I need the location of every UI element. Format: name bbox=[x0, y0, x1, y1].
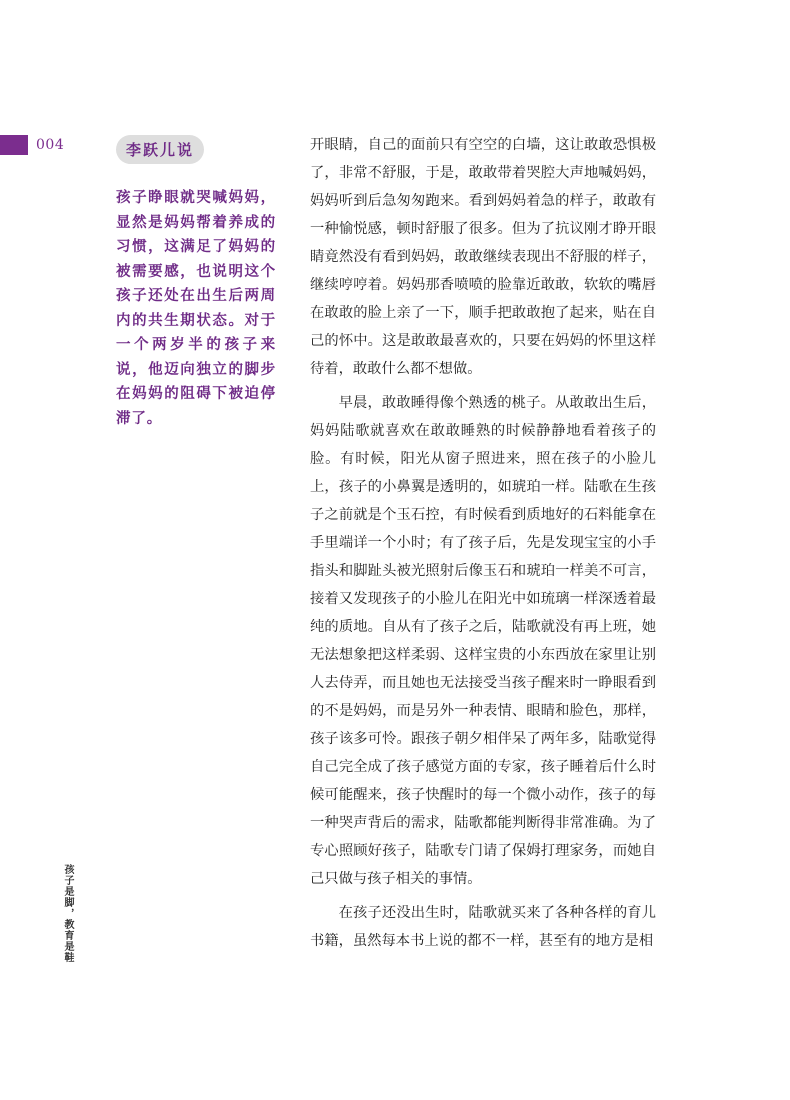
sidebar-note: 孩子睁眼就哭喊妈妈，显然是妈妈帮着养成的习惯，这满足了妈妈的被需要感，也说明这个孩子还处在出生后两周内的共生期状态。对于一个两岁半的孩子来说，他迈向独立的脚步在妈妈的阻碍下被迫停滞了。 bbox=[116, 189, 276, 427]
paragraph: 开眼睛，自己的面前只有空空的白墙，这让敢敢恐惧极了，非常不舒服，于是，敢敢带着哭腔大声地喊妈妈，妈妈听到后急匆匆跑来。看到妈妈着急的样子，敢敢有一种愉悦感，顿时舒服了很多。但为了抗议刚才睁开眼睛竟然没有看到妈妈，敢敢继续表现出不舒服的样子，继续哼哼着。妈妈那香喷喷的脸靠近敢敢，软软的嘴唇在敢敢的脸上亲了一下，顺手把敢敢抱了起来，贴在自己的怀中。这是敢敢最喜欢的，只要在妈妈的怀里这样待着，敢敢什么都不想做。 bbox=[310, 137, 656, 377]
page-marker-bar bbox=[0, 135, 28, 155]
main-text bbox=[310, 131, 656, 961]
page-number: 004 bbox=[36, 137, 65, 153]
paragraph: 在孩子还没出生时，陆歌就买来了各种各样的育儿书籍，虽然每本书上说的都不一样，甚至有的地方是相 bbox=[310, 905, 656, 949]
running-book-title: 孩子是脚，教育是鞋 bbox=[62, 864, 73, 963]
paragraph: 早晨，敢敢睡得像个熟透的桃子。从敢敢出生后，妈妈陆歌就喜欢在敢敢睡熟的时候静静地看着孩子的脸。有时候，阳光从窗子照进来，照在孩子的小脸儿上，孩子的小鼻翼是透明的，如琥珀一样。陆歌在生孩子之前就是个玉石控，有时候看到质地好的石料能拿在手里端详一个小时；有了孩子后，先是发现宝宝的小手指头和脚趾头被光照射后像玉石和琥珀一样美不可言，接着又发现孩子的小脸儿在阳光中如琉璃一样深透着最纯的质地。自从有了孩子之后，陆歌就没有再上班，她无法想象把这样柔弱、这样宝贵的小东西放在家里让别人去侍弄，而且她也无法接受当孩子醒来时一睁眼看到的不是妈妈，而是另外一种表情、眼睛和脸色，那样，孩子该多可怜。跟孩子朝夕相伴呆了两年多，陆歌觉得自己完全成了孩子感觉方面的专家，孩子睡着后什么时候可能醒来，孩子快醒时的每一个微小动作，孩子的每一种哭声背后的需求，陆歌都能判断得非常准确。为了专心照顾好孩子，陆歌专门请了保姆打理家务，而她自己只做与孩子相关的事情。 bbox=[310, 395, 656, 887]
sidebar-tag: 李跃儿说 bbox=[116, 135, 204, 164]
